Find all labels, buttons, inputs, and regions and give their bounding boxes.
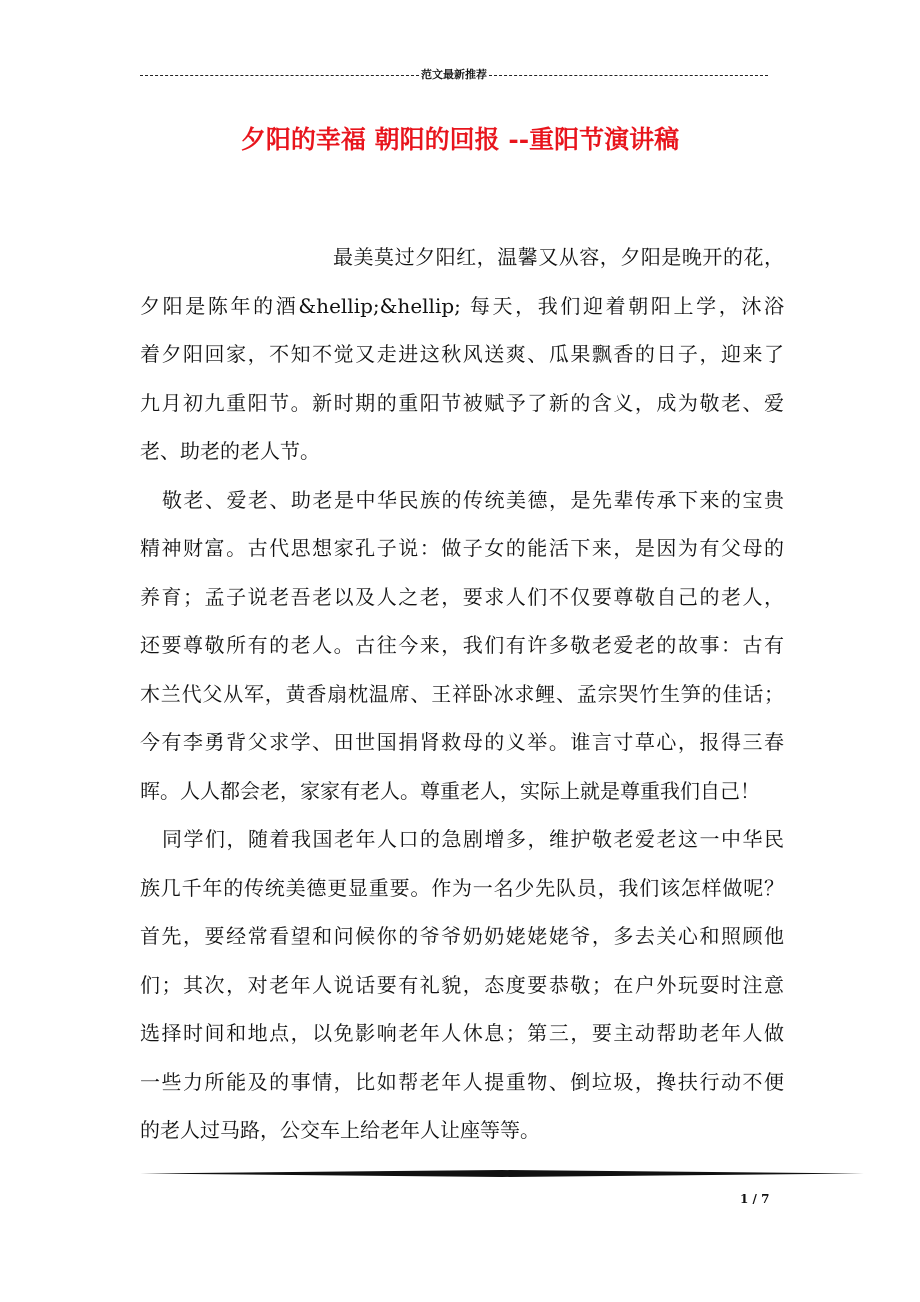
text-line: 首先，要经常看望和问候你的爷爷奶奶姥姥姥爷，多去关心和照顾他 <box>140 924 784 948</box>
document-title: 夕阳的幸福 朝阳的回报 --重阳节演讲稿 <box>240 125 680 154</box>
text-line: 精神财富。古代思想家孔子说：做子女的能活下来，是因为有父母的 <box>140 536 784 560</box>
text-line: 着夕阳回家，不知不觉又走进这秋风送爽、瓜果飘香的日子，迎来了 <box>140 342 784 366</box>
text-line: 木兰代父从军，黄香扇枕温席、王祥卧冰求鲤、孟宗哭竹生笋的佳话； <box>140 681 784 706</box>
text-line: 选择时间和地点，以免影响老年人休息；第三，要主动帮助老年人做 <box>140 1021 784 1045</box>
text-line: 一些力所能及的事情，比如帮老年人提重物、倒垃圾，搀扶行动不便 <box>140 1069 784 1094</box>
text-line: 晖。人人都会老，家家有老人。尊重老人，实际上就是尊重我们自己！ <box>140 778 760 803</box>
text-line: 族几千年的传统美德更显重要。作为一名少先队员，我们该怎样做呢？ <box>140 875 784 900</box>
text-line: 老、助老的老人节。 <box>140 439 320 463</box>
page-number: 1 / 7 <box>740 1192 770 1206</box>
text-line: 养育；孟子说老吾老以及人之老，要求人们不仅要尊敬自己的老人， <box>140 584 784 609</box>
text-line: 夕阳是陈年的酒&hellip;&hellip; 每天，我们迎着朝阳上学，沐浴 <box>140 293 784 318</box>
text-line: 的老人过马路，公交车上给老年人让座等等。 <box>140 1118 540 1142</box>
header-dashes-left <box>140 75 419 76</box>
text-line: 九月初九重阳节。新时期的重阳节被赋予了新的含义，成为敬老、爱 <box>140 390 784 415</box>
text-line: 同学们，随着我国老年人口的急剧增多，维护敬老爱老这一中华民 <box>162 827 784 851</box>
header-label: 范文最新推荐 <box>421 68 487 81</box>
text-line: 今有李勇背父求学、田世国捐肾救母的义举。谁言寸草心，报得三春 <box>140 730 784 754</box>
document-body <box>140 233 784 1155</box>
text-line: 最美莫过夕阳红，温馨又从容，夕阳是晚开的花， <box>333 245 784 269</box>
text-line: 敬老、爱老、助老是中华民族的传统美德，是先辈传承下来的宝贵 <box>162 487 784 512</box>
header-dashes-right <box>489 75 768 76</box>
text-line: 还要尊敬所有的老人。古往今来，我们有许多敬老爱老的故事：古有 <box>140 633 784 657</box>
header-rule <box>140 68 768 82</box>
text-line: 们；其次，对老年人说话要有礼貌，态度要恭敬；在户外玩耍时注意 <box>140 972 784 997</box>
footer-rule <box>140 1170 864 1177</box>
